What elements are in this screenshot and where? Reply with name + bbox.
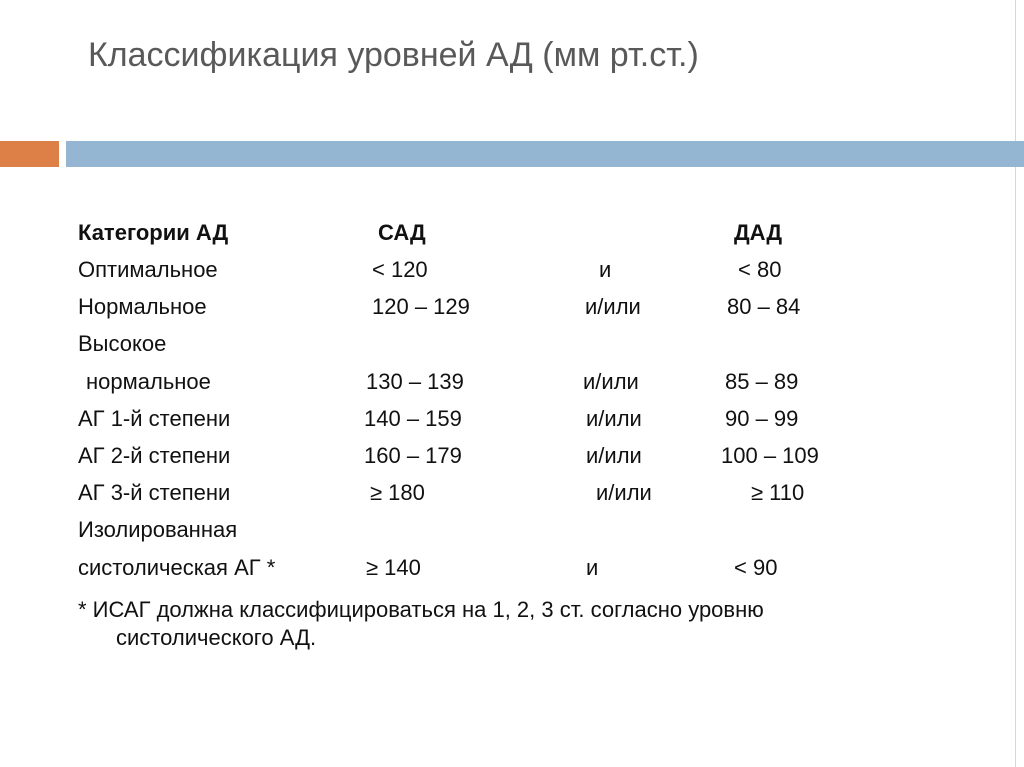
row-category: Нормальное bbox=[78, 294, 207, 319]
header-dad: ДАД bbox=[734, 220, 783, 245]
row-conjunction: и/или bbox=[586, 406, 642, 431]
row-sad: 120 – 129 bbox=[372, 294, 470, 319]
row-category: систолическая АГ * bbox=[78, 555, 276, 580]
row-sad: < 120 bbox=[372, 257, 428, 282]
row-category: АГ 1-й степени bbox=[78, 406, 231, 431]
row-dad: < 80 bbox=[738, 257, 782, 282]
row-conjunction: и bbox=[599, 257, 612, 282]
row-dad: 100 – 109 bbox=[721, 443, 819, 468]
row-conjunction: и/или bbox=[583, 369, 639, 394]
row-conjunction: и/или bbox=[586, 443, 642, 468]
row-category: Изолированная bbox=[78, 517, 238, 542]
row-category: нормальное bbox=[86, 369, 211, 394]
row-dad: < 90 bbox=[734, 555, 778, 580]
row-dad: 80 – 84 bbox=[727, 294, 801, 319]
slide-title: Классификация уровней АД (мм рт.ст.) bbox=[88, 36, 699, 74]
row-category: АГ 3-й степени bbox=[78, 480, 231, 505]
row-conjunction: и/или bbox=[585, 294, 641, 319]
row-sad: 160 – 179 bbox=[364, 443, 462, 468]
footnote bbox=[78, 596, 764, 652]
row-category: Оптимальное bbox=[78, 257, 218, 282]
header-sad: САД bbox=[378, 220, 426, 245]
row-sad: ≥ 140 bbox=[366, 555, 421, 580]
row-sad: 140 – 159 bbox=[364, 406, 462, 431]
row-dad: 90 – 99 bbox=[725, 406, 799, 431]
row-category: АГ 2-й степени bbox=[78, 443, 231, 468]
row-dad: ≥ 110 bbox=[751, 480, 805, 505]
row-sad: ≥ 180 bbox=[370, 480, 425, 505]
header-category: Категории АД bbox=[78, 220, 229, 245]
footnote-line-1: * ИСАГ должна классифицироваться на 1, 2, 3 ст. согласно уровню bbox=[78, 597, 764, 622]
row-sad: 130 – 139 bbox=[366, 369, 464, 394]
footnote-line-2: систолического АД. bbox=[116, 625, 317, 650]
row-dad: 85 – 89 bbox=[725, 369, 799, 394]
row-category: Высокое bbox=[78, 331, 167, 356]
row-conjunction: и bbox=[586, 555, 599, 580]
row-conjunction: и/или bbox=[596, 480, 652, 505]
